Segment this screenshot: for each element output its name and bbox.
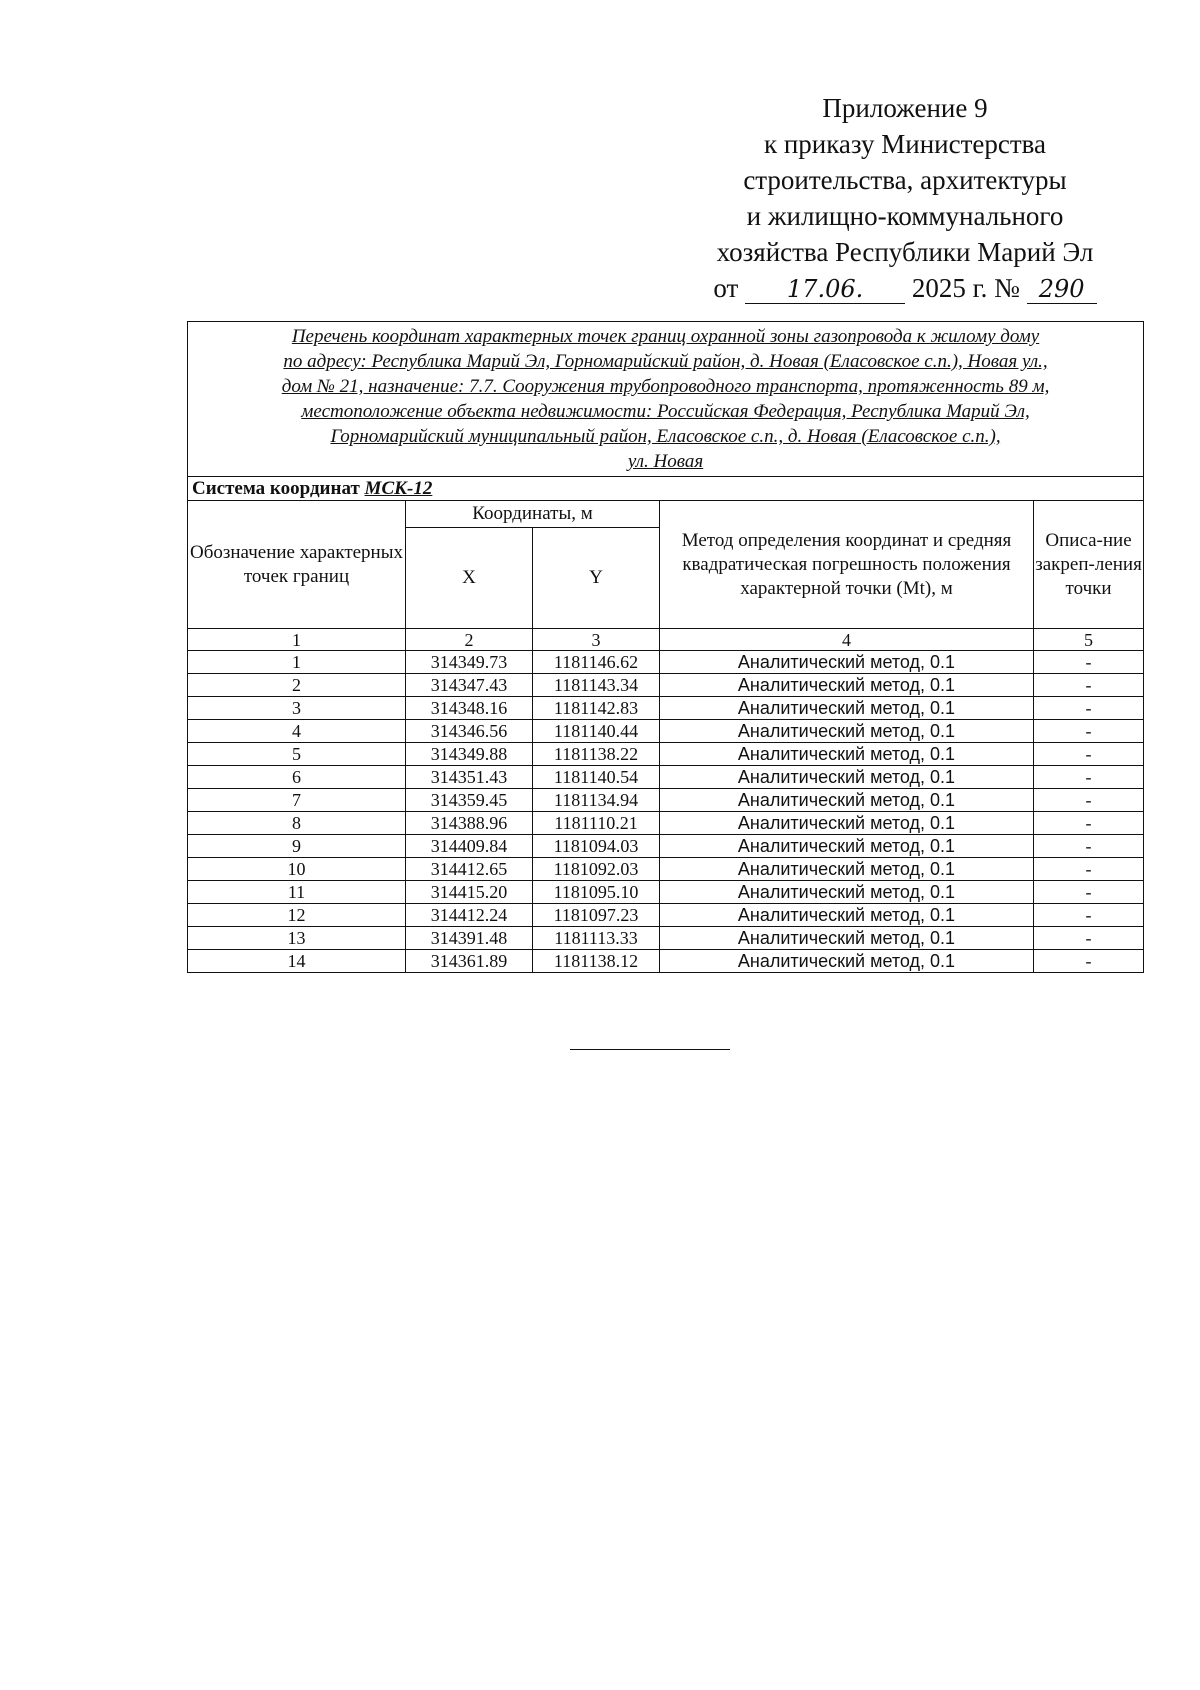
desc-cell: - bbox=[1034, 835, 1144, 858]
coordinates-table bbox=[187, 321, 1144, 973]
point-number-cell: 13 bbox=[188, 927, 406, 950]
table-row bbox=[188, 927, 1144, 950]
header-line: хозяйства Республики Марий Эл bbox=[716, 237, 1094, 267]
y-cell: 1181092.03 bbox=[533, 858, 660, 881]
method-cell: Аналитический метод, 0.1 bbox=[660, 812, 1034, 835]
x-cell: 314412.24 bbox=[406, 904, 533, 927]
column-number-row bbox=[188, 629, 1144, 651]
point-number-cell: 9 bbox=[188, 835, 406, 858]
desc-cell: - bbox=[1034, 651, 1144, 674]
point-number-cell: 2 bbox=[188, 674, 406, 697]
y-cell: 1181095.10 bbox=[533, 881, 660, 904]
table-row bbox=[188, 674, 1144, 697]
title-line: Перечень координат характерных точек границ охранной зоны газопровода к жилому дому bbox=[291, 326, 1040, 347]
x-cell: 314391.48 bbox=[406, 927, 533, 950]
title-line: по адресу: Республика Марий Эл, Горномарийский район, д. Новая (Еласовское с.п.), Новая ул., bbox=[283, 351, 1048, 372]
point-number-cell: 3 bbox=[188, 697, 406, 720]
table-row bbox=[188, 720, 1144, 743]
point-number-cell: 8 bbox=[188, 812, 406, 835]
point-number-cell: 11 bbox=[188, 881, 406, 904]
method-cell: Аналитический метод, 0.1 bbox=[660, 904, 1034, 927]
table-body bbox=[188, 651, 1144, 973]
point-number-cell: 12 bbox=[188, 904, 406, 927]
x-cell: 314349.73 bbox=[406, 651, 533, 674]
date-prefix: от bbox=[713, 273, 739, 303]
y-cell: 1181134.94 bbox=[533, 789, 660, 812]
method-cell: Аналитический метод, 0.1 bbox=[660, 651, 1034, 674]
table-row bbox=[188, 881, 1144, 904]
coord-system-value: МСК-12 bbox=[364, 478, 433, 499]
title-line: Горномарийский муниципальный район, Еласовское с.п., д. Новая (Еласовское с.п.), bbox=[330, 426, 1001, 447]
method-cell: Аналитический метод, 0.1 bbox=[660, 881, 1034, 904]
point-number-cell: 7 bbox=[188, 789, 406, 812]
desc-cell: - bbox=[1034, 881, 1144, 904]
method-cell: Аналитический метод, 0.1 bbox=[660, 720, 1034, 743]
y-cell: 1181138.12 bbox=[533, 950, 660, 973]
table-row bbox=[188, 812, 1144, 835]
y-cell: 1181094.03 bbox=[533, 835, 660, 858]
title-line: местоположение объекта недвижимости: Российская Федерация, Республика Марий Эл, bbox=[301, 401, 1030, 422]
desc-cell: - bbox=[1034, 743, 1144, 766]
table-row bbox=[188, 950, 1144, 973]
y-cell: 1181140.44 bbox=[533, 720, 660, 743]
point-number-cell: 10 bbox=[188, 858, 406, 881]
y-cell: 1181110.21 bbox=[533, 812, 660, 835]
x-cell: 314348.16 bbox=[406, 697, 533, 720]
header-line: Приложение 9 bbox=[822, 93, 988, 123]
header-line: и жилищно-коммунального bbox=[746, 201, 1064, 231]
col-header-method: Метод определения координат и средняя квадратическая погрешность положения характерной точки (Mt), м bbox=[660, 501, 1034, 629]
point-number-cell: 1 bbox=[188, 651, 406, 674]
method-cell: Аналитический метод, 0.1 bbox=[660, 835, 1034, 858]
desc-cell: - bbox=[1034, 812, 1144, 835]
desc-cell: - bbox=[1034, 904, 1144, 927]
desc-cell: - bbox=[1034, 697, 1144, 720]
table-title bbox=[188, 322, 1144, 477]
y-cell: 1181143.34 bbox=[533, 674, 660, 697]
coordinate-system bbox=[188, 477, 1144, 501]
desc-cell: - bbox=[1034, 720, 1144, 743]
x-cell: 314409.84 bbox=[406, 835, 533, 858]
method-cell: Аналитический метод, 0.1 bbox=[660, 743, 1034, 766]
x-cell: 314346.56 bbox=[406, 720, 533, 743]
table-row bbox=[188, 904, 1144, 927]
x-cell: 314412.65 bbox=[406, 858, 533, 881]
method-cell: Аналитический метод, 0.1 bbox=[660, 674, 1034, 697]
x-cell: 314388.96 bbox=[406, 812, 533, 835]
column-number: 1 bbox=[188, 629, 406, 651]
header-line: к приказу Министерства bbox=[763, 129, 1047, 159]
x-cell: 314415.20 bbox=[406, 881, 533, 904]
x-cell: 314347.43 bbox=[406, 674, 533, 697]
y-cell: 1181146.62 bbox=[533, 651, 660, 674]
method-cell: Аналитический метод, 0.1 bbox=[660, 789, 1034, 812]
method-cell: Аналитический метод, 0.1 bbox=[660, 697, 1034, 720]
method-cell: Аналитический метод, 0.1 bbox=[660, 927, 1034, 950]
coord-system-label: Система координат bbox=[192, 478, 360, 499]
appendix-header bbox=[690, 90, 1120, 306]
table-row bbox=[188, 835, 1144, 858]
point-number-cell: 5 bbox=[188, 743, 406, 766]
x-cell: 314349.88 bbox=[406, 743, 533, 766]
x-cell: 314359.45 bbox=[406, 789, 533, 812]
point-number-cell: 4 bbox=[188, 720, 406, 743]
desc-cell: - bbox=[1034, 766, 1144, 789]
method-cell: Аналитический метод, 0.1 bbox=[660, 858, 1034, 881]
column-number: 2 bbox=[406, 629, 533, 651]
header-line: строительства, архитектуры bbox=[743, 165, 1067, 195]
x-cell: 314351.43 bbox=[406, 766, 533, 789]
table-row bbox=[188, 858, 1144, 881]
order-date-line bbox=[690, 270, 1120, 306]
handwritten-date: 17.06. bbox=[745, 275, 905, 304]
method-cell: Аналитический метод, 0.1 bbox=[660, 950, 1034, 973]
column-number: 3 bbox=[533, 629, 660, 651]
col-header-desc: Описа-ние закреп-ления точки bbox=[1034, 501, 1144, 629]
table-row bbox=[188, 697, 1144, 720]
y-cell: 1181142.83 bbox=[533, 697, 660, 720]
desc-cell: - bbox=[1034, 858, 1144, 881]
point-number-cell: 14 bbox=[188, 950, 406, 973]
col-header-point: Обозначение характерных точек границ bbox=[188, 501, 406, 629]
column-number: 4 bbox=[660, 629, 1034, 651]
y-cell: 1181113.33 bbox=[533, 927, 660, 950]
y-cell: 1181097.23 bbox=[533, 904, 660, 927]
table-row bbox=[188, 789, 1144, 812]
desc-cell: - bbox=[1034, 950, 1144, 973]
table-row bbox=[188, 743, 1144, 766]
desc-cell: - bbox=[1034, 789, 1144, 812]
col-header-y: Y bbox=[533, 528, 660, 629]
title-line: ул. Новая bbox=[627, 451, 704, 472]
title-line: дом № 21, назначение: 7.7. Сооружения трубопроводного транспорта, протяженность 89 м, bbox=[281, 376, 1050, 397]
y-cell: 1181138.22 bbox=[533, 743, 660, 766]
x-cell: 314361.89 bbox=[406, 950, 533, 973]
year-text: 2025 г. № bbox=[911, 273, 1020, 303]
point-number-cell: 6 bbox=[188, 766, 406, 789]
y-cell: 1181140.54 bbox=[533, 766, 660, 789]
table-row bbox=[188, 651, 1144, 674]
col-header-coords: Координаты, м bbox=[406, 501, 660, 528]
handwritten-order-number: 290 bbox=[1027, 275, 1097, 304]
desc-cell: - bbox=[1034, 927, 1144, 950]
col-header-x: X bbox=[406, 528, 533, 629]
table-row bbox=[188, 766, 1144, 789]
column-numbers bbox=[188, 629, 1144, 651]
method-cell: Аналитический метод, 0.1 bbox=[660, 766, 1034, 789]
column-number: 5 bbox=[1034, 629, 1144, 651]
end-divider bbox=[570, 1049, 730, 1050]
desc-cell: - bbox=[1034, 674, 1144, 697]
